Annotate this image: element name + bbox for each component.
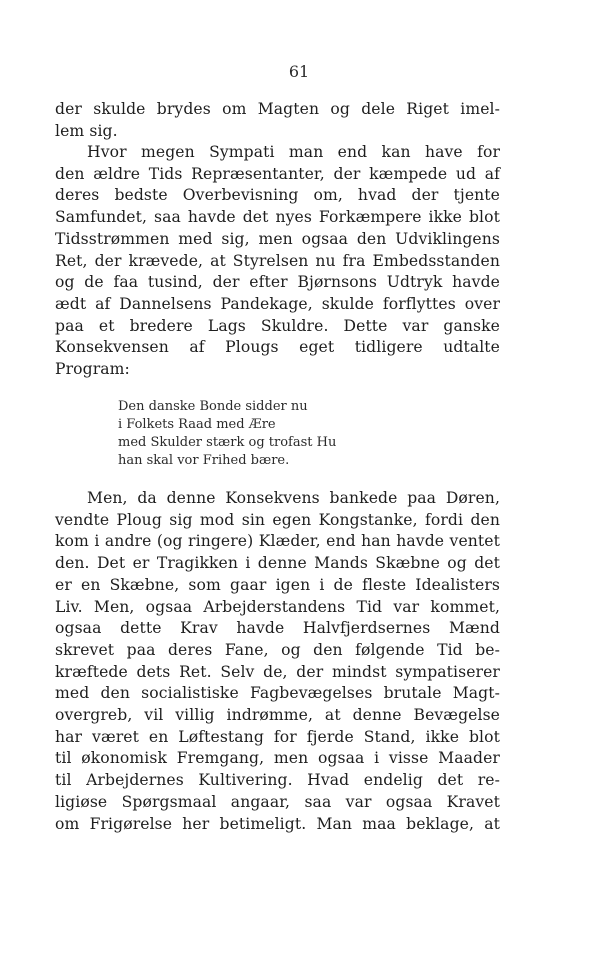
text-line: Konsekvensen af Plougs eget tidligere udtalte (55, 338, 500, 357)
text-line: Samfundet, saa havde det nyes Forkæmpere ikke blot (55, 208, 500, 227)
text-line: Hvor megen Sympati man end kan have for (87, 143, 500, 161)
text-line: til økonomisk Fremgang, men ogsaa i visse Maader (55, 749, 500, 768)
text-line: om Frigørelse her betimeligt. Man maa beklage, at (55, 814, 500, 833)
text-line: vendte Ploug sig mod sin egen Kongstanke, fordi den (55, 510, 500, 529)
text-line: er en Skæbne, som gaar igen i de fleste Idealisters (55, 575, 500, 594)
text-line: den ældre Tids Repræsentanter, der kæmpede ud af (55, 164, 500, 183)
paragraph-1 (55, 99, 500, 142)
text-line: ogsaa dette Krav havde Halvfjerdsernes Mænd (55, 619, 500, 638)
poem-line: Den danske Bonde sidder nu (118, 399, 308, 414)
text-line: med den socialistiske Fagbevægelses brutale Magt- (55, 684, 500, 703)
poem-line: han skal vor Frihed bære. (118, 453, 290, 468)
text-line: Program: (55, 360, 130, 379)
text-line: skrevet paa deres Fane, og den følgende Tid be- (55, 640, 500, 659)
text-line: har været en Løftestang for fjerde Stand, ikke blot (55, 727, 500, 746)
text-line: Liv. Men, ogsaa Arbejderstandens Tid var kommet, (55, 597, 500, 616)
text-line: og de faa tusind, der efter Bjørnsons Udtryk havde (55, 273, 500, 292)
text-line: ædt af Dannelsens Pandekage, skulde forflyttes over (55, 294, 500, 313)
text-line: der skulde brydes om Magten og dele Riget imel- (55, 100, 500, 118)
text-line: deres bedste Overbevisning om, hvad der tjente (55, 186, 500, 205)
text-line: Men, da denne Konsekvens bankede paa Døren, (87, 489, 500, 507)
text-line: paa et bredere Lags Skuldre. Dette var ganske (55, 316, 500, 335)
text-line: overgreb, vil villig indrømme, at denne Bevægelse (55, 706, 500, 725)
poem-line: med Skulder stærk og trofast Hu (118, 435, 337, 450)
text-line: Tidsstrømmen med sig, men ogsaa den Udviklingens (55, 229, 500, 248)
poem-line: i Folkets Raad med Ære (118, 417, 276, 432)
text-line: den. Det er Tragikken i denne Mands Skæbne og det (55, 554, 500, 573)
paragraph-2 (55, 142, 500, 381)
text-line: ligiøse Spørgsmaal angaar, saa var ogsaa Kravet (55, 792, 500, 811)
page-number: 61 (288, 62, 310, 81)
text-line: kræftede dets Ret. Selv de, der mindst sympatiserer (55, 662, 500, 681)
text-line: til Arbejdernes Kultivering. Hvad endelig det re- (55, 771, 500, 790)
paragraph-3 (55, 488, 500, 835)
poem-quote (118, 398, 336, 470)
text-line: kom i andre (og ringere) Klæder, end han havde ventet (55, 532, 500, 551)
text-line: lem sig. (55, 121, 118, 140)
text-line: Ret, der krævede, at Styrelsen nu fra Embedsstanden (55, 251, 500, 270)
